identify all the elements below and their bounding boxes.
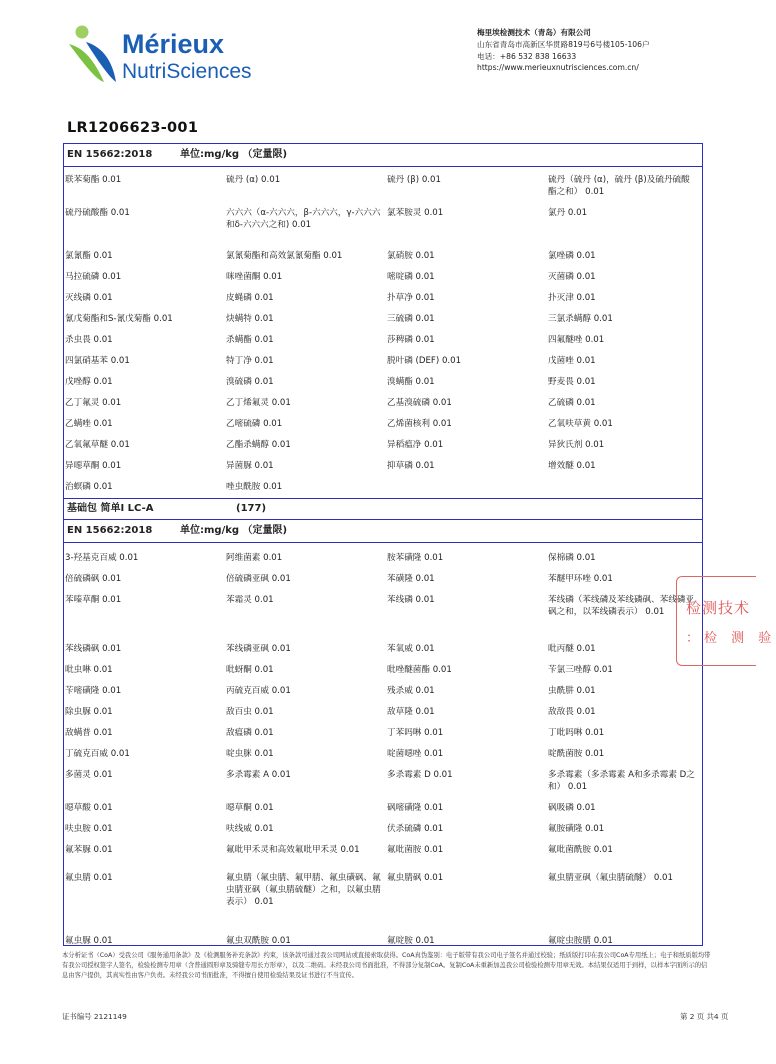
analyte-cell: 敌敌畏 0.01: [548, 707, 596, 717]
analyte-cell: 多杀霉素（多杀霉素 A和多杀霉素 D之和） 0.01: [548, 770, 695, 792]
analyte-cell: 苄氯三唑醇 0.01: [548, 665, 613, 675]
analyte-cell: 苯线磷 0.01: [387, 595, 435, 605]
analyte-cell: 丁苯吗啉 0.01: [387, 728, 444, 738]
analyte-cell: 杀螨酯 0.01: [226, 335, 274, 345]
analyte-cell: 乙氧呋草黄 0.01: [548, 419, 613, 429]
analyte-cell: 残杀威 0.01: [387, 686, 435, 696]
analyte-cell: 苯磺隆 0.01: [387, 574, 435, 584]
analyte-cell: 保棉磷 0.01: [548, 553, 596, 563]
analyte-cell: 唑虫酰胺 0.01: [226, 482, 283, 492]
analyte-cell: 倍硫磷砜 0.01: [65, 574, 122, 584]
table-header: [64, 144, 702, 167]
analyte-cell: 苯线磷亚砜 0.01: [226, 644, 291, 654]
standard-label: EN 15662:2018: [67, 525, 153, 536]
analyte-cell: 多杀霉素 D 0.01: [387, 770, 453, 780]
analyte-cell: 氟吡菌酰胺 0.01: [548, 845, 613, 855]
analyte-cell: 溴螨酯 0.01: [387, 377, 435, 387]
analyte-cell: 砜嘧磺隆 0.01: [387, 803, 444, 813]
company-name: 梅里埃检测技术（青岛）有限公司: [477, 28, 591, 37]
analyte-cell: 啶虫脒 0.01: [226, 749, 274, 759]
analyte-cell: 氯丹 0.01: [548, 208, 588, 218]
analyte-cell: 苯醚甲环唑 0.01: [548, 574, 613, 584]
analyte-cell: 乙硫磷 0.01: [548, 398, 596, 408]
stamp-line2: ：检 测 验: [686, 631, 776, 646]
analyte-cell: 敌草隆 0.01: [387, 707, 435, 717]
analyte-cell: 乙丁氟灵 0.01: [65, 398, 122, 408]
analyte-cell: 联苯菊酯 0.01: [65, 175, 122, 185]
results-table-1: [63, 143, 703, 499]
analyte-cell: 多菌灵 0.01: [65, 770, 113, 780]
analyte-cell: 四氯硝基苯 0.01: [65, 356, 130, 366]
company-phone: 电话：+86 532 838 16633: [477, 51, 577, 61]
analyte-cell: 氟虫腈砜 0.01: [387, 873, 444, 883]
analyte-cell: 异狄氏剂 0.01: [548, 440, 605, 450]
analyte-cell: 莎稗磷 0.01: [387, 335, 435, 345]
analyte-cell: 脱叶磷 (DEF) 0.01: [387, 356, 462, 366]
analyte-cell: 阿维菌素 0.01: [226, 553, 283, 563]
analyte-cell: 马拉硫磷 0.01: [65, 272, 122, 282]
analyte-cell: 苯线磷（苯线磷及苯线磷砜、苯线磷亚砜之和，以苯线磷表示） 0.01: [548, 595, 695, 617]
analyte-cell: 氟啶虫胺腈 0.01: [548, 936, 613, 946]
analyte-cell: 呋虫胺 0.01: [65, 824, 113, 834]
analyte-cell: 异噁草酮 0.01: [65, 461, 122, 471]
analyte-cell: 氰戊菊酯和S-氰戊菊酯 0.01: [65, 314, 173, 324]
analyte-cell: 氯硝胺 0.01: [387, 251, 435, 261]
analyte-cell: 啶酰菌胺 0.01: [548, 749, 605, 759]
table-header: [64, 520, 702, 543]
stamp-line1: 检测技术: [686, 599, 751, 617]
analyte-cell: 氟虫腈亚砜（氟虫腈硫醚） 0.01: [548, 873, 673, 883]
analyte-cell: 氟吡菌胺 0.01: [387, 845, 444, 855]
analyte-cell: 杀虫畏 0.01: [65, 335, 113, 345]
analyte-cell: 乙基溴硫磷 0.01: [387, 398, 452, 408]
analyte-cell: 吡蚜酮 0.01: [226, 665, 274, 675]
analyte-cell: 灭线磷 0.01: [65, 293, 113, 303]
analyte-cell: 氟苯脲 0.01: [65, 845, 113, 855]
analyte-cell: 3-羟基克百威 0.01: [65, 553, 139, 563]
analyte-cell: 咪唑菌酮 0.01: [226, 272, 283, 282]
analyte-cell: 硫丹 (β) 0.01: [387, 175, 441, 185]
logo-mark-icon: [66, 24, 266, 92]
analyte-cell: 除虫脲 0.01: [65, 707, 113, 717]
analyte-cell: 苯霜灵 0.01: [226, 595, 274, 605]
analyte-cell: 乙嘧硫磷 0.01: [226, 419, 283, 429]
analyte-cell: 多杀霉素 A 0.01: [226, 770, 291, 780]
analyte-cell: 啶菌噁唑 0.01: [387, 749, 444, 759]
analyte-cell: 嘧啶磷 0.01: [387, 272, 435, 282]
analyte-cell: 氯氰酯 0.01: [65, 251, 113, 261]
analyte-cell: 灭菌磷 0.01: [548, 272, 596, 282]
unit-label: 单位:mg/kg （定量限): [180, 149, 288, 160]
report-id: LR1206623-001: [67, 120, 199, 136]
base-package-label: 基础包 简单I LC-A: [67, 503, 154, 514]
analyte-cell: 丙硫克百威 0.01: [226, 686, 291, 696]
analyte-cell: 丁吡吗啉 0.01: [548, 728, 605, 738]
base-package-row: [63, 499, 703, 520]
analyte-cell: 氟虫腈（氟虫腈、氟甲腈、氟虫磺砜、氟虫腈亚砜（氟虫腈硫醚）之和，以氟虫腈表示） 0.01: [226, 873, 381, 907]
analyte-cell: 野麦畏 0.01: [548, 377, 596, 387]
analyte-cell: 增效醚 0.01: [548, 461, 596, 471]
disclaimer-text: 本分析证书（CoA）受我公司《服务通用条款》及《检测服务补充条款》约束，该条款可通过我公司网站或直接索取获得。CoA真伪鉴别：电子版带有我公司电子签名并通过校验；纸质版打印在我公司CoA专用纸上；电子和纸质版均带有我公司授权签字人签名，检验检测专用章（含普通圆形章及骑缝专用长方形章），以及二维码。未经我公司书面批准，不得部分复制CoA。复制CoA未重新加盖我公司检验检测专用章无效。本结果仅适用于到样，以样本字面所示的信息由客户提供，其真实性由客户负责。未经我公司书面批准，不得擅自使用检验结果及证书进行不当宣传。: [62, 952, 711, 980]
analyte-cell: 吡丙醚 0.01: [548, 644, 596, 654]
analyte-cell: 抑草磷 0.01: [387, 461, 435, 471]
analyte-cell: 三氯杀螨醇 0.01: [548, 314, 613, 324]
analyte-cell: 氟胺磺隆 0.01: [548, 824, 605, 834]
analyte-cell: 氯苯胺灵 0.01: [387, 208, 444, 218]
standard-label: EN 15662:2018: [67, 149, 153, 160]
red-seal-stamp: [676, 576, 776, 666]
analyte-cell: 砜吸磷 0.01: [548, 803, 596, 813]
analyte-cell: 敌百虫 0.01: [226, 707, 274, 717]
analyte-cell: 炔螨特 0.01: [226, 314, 274, 324]
analyte-cell: 戊菌唑 0.01: [548, 356, 596, 366]
analyte-cell: 异稻瘟净 0.01: [387, 440, 444, 450]
analyte-cell: 硫丹（硫丹 (α)，硫丹 (β)及硫丹硫酸酯之和） 0.01: [548, 175, 690, 197]
analyte-cell: 异菌脲 0.01: [226, 461, 274, 471]
analyte-cell: 硫丹 (α) 0.01: [226, 175, 281, 185]
analyte-cell: 氯氰菊酯和高效氯氰菊酯 0.01: [226, 251, 343, 261]
analyte-cell: 六六六（α-六六六，β-六六六，γ-六六六和δ-六六六之和) 0.01: [226, 208, 381, 230]
certificate-number: 证书编号 2121149: [62, 1012, 127, 1021]
analyte-cell: 皮蝇磷 0.01: [226, 293, 274, 303]
analyte-cell: 扑灭津 0.01: [548, 293, 596, 303]
analyte-cell: 乙酯杀螨醇 0.01: [226, 440, 291, 450]
analyte-cell: 氟虫腈 0.01: [65, 873, 113, 883]
analyte-cell: 乙丁烯氟灵 0.01: [226, 398, 291, 408]
analyte-cell: 硫丹硫酸酯 0.01: [65, 208, 130, 218]
analyte-cell: 丁硫克百威 0.01: [65, 749, 130, 759]
analyte-cell: 乙氧氟草醚 0.01: [65, 440, 130, 450]
analyte-cell: 戊唑醇 0.01: [65, 377, 113, 387]
analyte-cell: 噁草酸 0.01: [65, 803, 113, 813]
analyte-cell: 敌螨普 0.01: [65, 728, 113, 738]
company-website: https://www.merieuxnutrisciences.com.cn/: [477, 63, 639, 73]
analyte-cell: 氯唑磷 0.01: [548, 251, 596, 261]
analyte-cell: 苯线磷砜 0.01: [65, 644, 122, 654]
merieux-logo: [66, 24, 266, 92]
analyte-cell: 氟啶胺 0.01: [387, 936, 435, 946]
analyte-cell: 敌瘟磷 0.01: [226, 728, 274, 738]
company-address: 山东省青岛市高新区华贯路819号6号楼105-106户: [477, 39, 650, 49]
analyte-cell: 吡虫啉 0.01: [65, 665, 113, 675]
analyte-cell: 吡唑醚菌酯 0.01: [387, 665, 452, 675]
analyte-cell: 苯氧威 0.01: [387, 644, 435, 654]
unit-label: 单位:mg/kg （定量限): [180, 525, 288, 536]
analyte-cell: 伏杀硫磷 0.01: [387, 824, 444, 834]
analyte-cell: 虫酰肼 0.01: [548, 686, 596, 696]
analyte-cell: 倍硫磷亚砜 0.01: [226, 574, 291, 584]
logo-line2: NutriSciences: [122, 60, 252, 83]
page-number: 第 2 页 共4 页: [680, 1012, 729, 1021]
analyte-cell: 苯嗪草酮 0.01: [65, 595, 122, 605]
analyte-cell: 乙烯菌核利 0.01: [387, 419, 452, 429]
analyte-cell: 噁草酮 0.01: [226, 803, 274, 813]
logo-line1: Mérieux: [122, 29, 225, 59]
analyte-cell: 氟虫脲 0.01: [65, 936, 113, 946]
analyte-cell: 苄嘧磺隆 0.01: [65, 686, 122, 696]
analyte-cell: 特丁净 0.01: [226, 356, 274, 366]
analyte-cell: 四氟醚唑 0.01: [548, 335, 605, 345]
company-info: [477, 27, 650, 74]
analyte-cell: 呋线威 0.01: [226, 824, 274, 834]
analyte-cell: 溴硫磷 0.01: [226, 377, 274, 387]
analyte-cell: 三硫磷 0.01: [387, 314, 435, 324]
analyte-cell: 治螟磷 0.01: [65, 482, 113, 492]
analyte-cell: 氟吡甲禾灵和高效氟吡甲禾灵 0.01: [226, 845, 360, 855]
analyte-cell: 乙螨唑 0.01: [65, 419, 113, 429]
analyte-cell: 扑草净 0.01: [387, 293, 435, 303]
analyte-cell: 胺苯磺隆 0.01: [387, 553, 444, 563]
base-package-count: (177): [236, 503, 267, 514]
results-table-2: [63, 520, 703, 946]
analyte-cell: 氟虫双酰胺 0.01: [226, 936, 291, 946]
